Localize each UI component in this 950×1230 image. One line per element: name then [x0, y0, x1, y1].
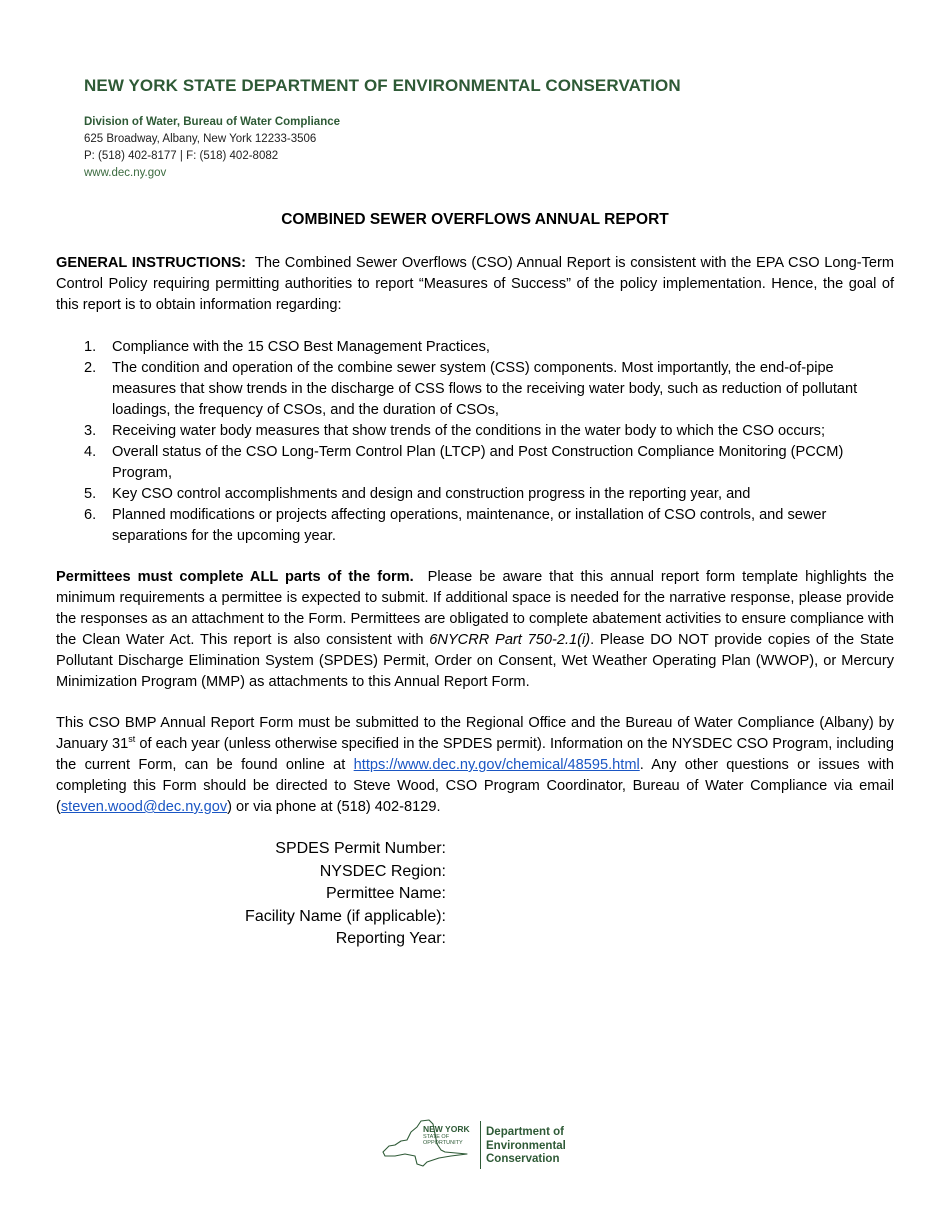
dept-line3: Conservation [486, 1153, 560, 1165]
permittees-paragraph [56, 567, 894, 693]
form-fields [180, 838, 446, 951]
division-name: Division of Water, Bureau of Water Compliance [84, 116, 341, 128]
list-item [56, 337, 894, 358]
field-label-spdes-permit-number: SPDES Permit Number: [275, 840, 446, 857]
dept-line1: Department of [486, 1126, 564, 1138]
submission-text: This CSO BMP Annual Report Form must be submitted to the Regional Office and the Bureau of Water Compliance (Albany) by January 31 [56, 715, 894, 752]
list-number: 3. [84, 423, 97, 439]
field-label-reporting-year: Reporting Year: [335, 930, 446, 948]
list-item [56, 484, 894, 505]
permittees-text: Please be aware that this annual report form template highlights the minimum requirements a permittee is expected to submit. If additional space is needed for the narrative response, please provide the responses as an attachment to the Form. Permittees are obligated to complete abatement activities to ensure compliance with the Clean Water Act. This report is also consistent with [56, 569, 895, 648]
regulation-citation: 6NYCRR Part 750-2.1(i) [429, 632, 591, 648]
field-label-permittee-name: Permittee Name: [325, 885, 446, 903]
state-tag-line2: OPPORTUNITY [423, 1140, 463, 1146]
cso-program-link[interactable]: https://www.dec.ny.gov/chemical/48595.html [353, 757, 640, 773]
state-wordmark [423, 1125, 470, 1146]
state-tag-line1: STATE OF [423, 1134, 450, 1140]
submission-text-4: ) or via phone at (518) 402-8129. [227, 799, 441, 815]
list-number: 2. [84, 360, 97, 376]
list-text: Planned modifications or projects affecting operations, maintenance, or installation of CSO controls, and sewer separations for the upcoming year. [112, 507, 827, 544]
list-text: Overall status of the CSO Long-Term Control Plan (LTCP) and Post Construction Compliance Monitoring (PCCM) Program, [112, 444, 844, 481]
website-link[interactable]: www.dec.ny.gov [84, 167, 167, 179]
permittees-text-end: . Please DO NOT provide copies of the State Pollutant Discharge Elimination System (SPDES) Permit, Order on Consent, Wet Weather Operating Plan (WWOP), or Mercury Minimization Program (MMP) as attachments to this Annual Report Form. [56, 632, 894, 690]
document-title: COMBINED SEWER OVERFLOWS ANNUAL REPORT [281, 211, 669, 228]
list-text: Compliance with the 15 CSO Best Management Practices, [112, 339, 490, 355]
field-label-facility-name: Facility Name (if applicable): [245, 907, 446, 925]
submission-text-2: of each year (unless otherwise specified in the SPDES permit). Information on the NYSDEC CSO Program, including the current Form, can be found online at [56, 736, 894, 773]
list-item [56, 505, 894, 547]
footer-logo [381, 1118, 581, 1172]
state-name: NEW YORK [423, 1124, 470, 1134]
phone-fax: P: (518) 402-8177 | F: (518) 402-8082 [84, 150, 279, 162]
general-instructions-label: GENERAL INSTRUCTIONS: [56, 255, 247, 271]
submission-text-3: . Any other questions or issues with completing this Form should be directed to Steve Wood, CSO Program Coordinator, Bureau of Water Compliance via email ( [56, 757, 894, 815]
contact-block [84, 114, 340, 182]
list-item [56, 442, 894, 484]
list-number: 4. [84, 444, 97, 460]
list-item [56, 358, 894, 421]
logo-divider [480, 1121, 481, 1169]
list-number: 6. [84, 507, 97, 523]
list-text: Receiving water body measures that show trends of the conditions in the water body to which the CSO occurs; [112, 423, 826, 439]
list-item [56, 421, 894, 442]
agency-name: NEW YORK STATE DEPARTMENT OF ENVIRONMENTAL CONSERVATION [84, 76, 681, 95]
dept-wordmark [486, 1126, 566, 1167]
general-instructions [56, 253, 894, 316]
goals-list [56, 337, 894, 547]
submission-paragraph [56, 713, 894, 818]
list-number: 5. [84, 486, 97, 502]
address: 625 Broadway, Albany, New York 12233-3506 [84, 133, 317, 145]
dept-line2: Environmental [486, 1139, 566, 1152]
list-number: 1. [84, 339, 97, 355]
email-link[interactable]: steven.wood@dec.ny.gov [60, 799, 228, 815]
list-text: Key CSO control accomplishments and design and construction progress in the reporting year, and [112, 486, 751, 502]
field-label-nysdec-region: NYSDEC Region: [319, 862, 446, 880]
ordinal-suffix: st [128, 734, 136, 745]
list-text: The condition and operation of the combine sewer system (CSS) components. Most importantly, the end-of-pipe measures that show trends in the discharge of CSS flows to the receiving water body, such as reduction of pollutant loadings, the frequency of CSOs, and the duration of CSOs, [112, 360, 858, 418]
permittees-label: Permittees must complete ALL parts of the form. [56, 569, 414, 585]
general-instructions-text: The Combined Sewer Overflows (CSO) Annual Report is consistent with the EPA CSO Long-Term Control Policy requiring permitting authorities to report “Measures of Success” of the policy implementation. Hence, the goal of this report is to obtain information regarding: [56, 255, 894, 313]
